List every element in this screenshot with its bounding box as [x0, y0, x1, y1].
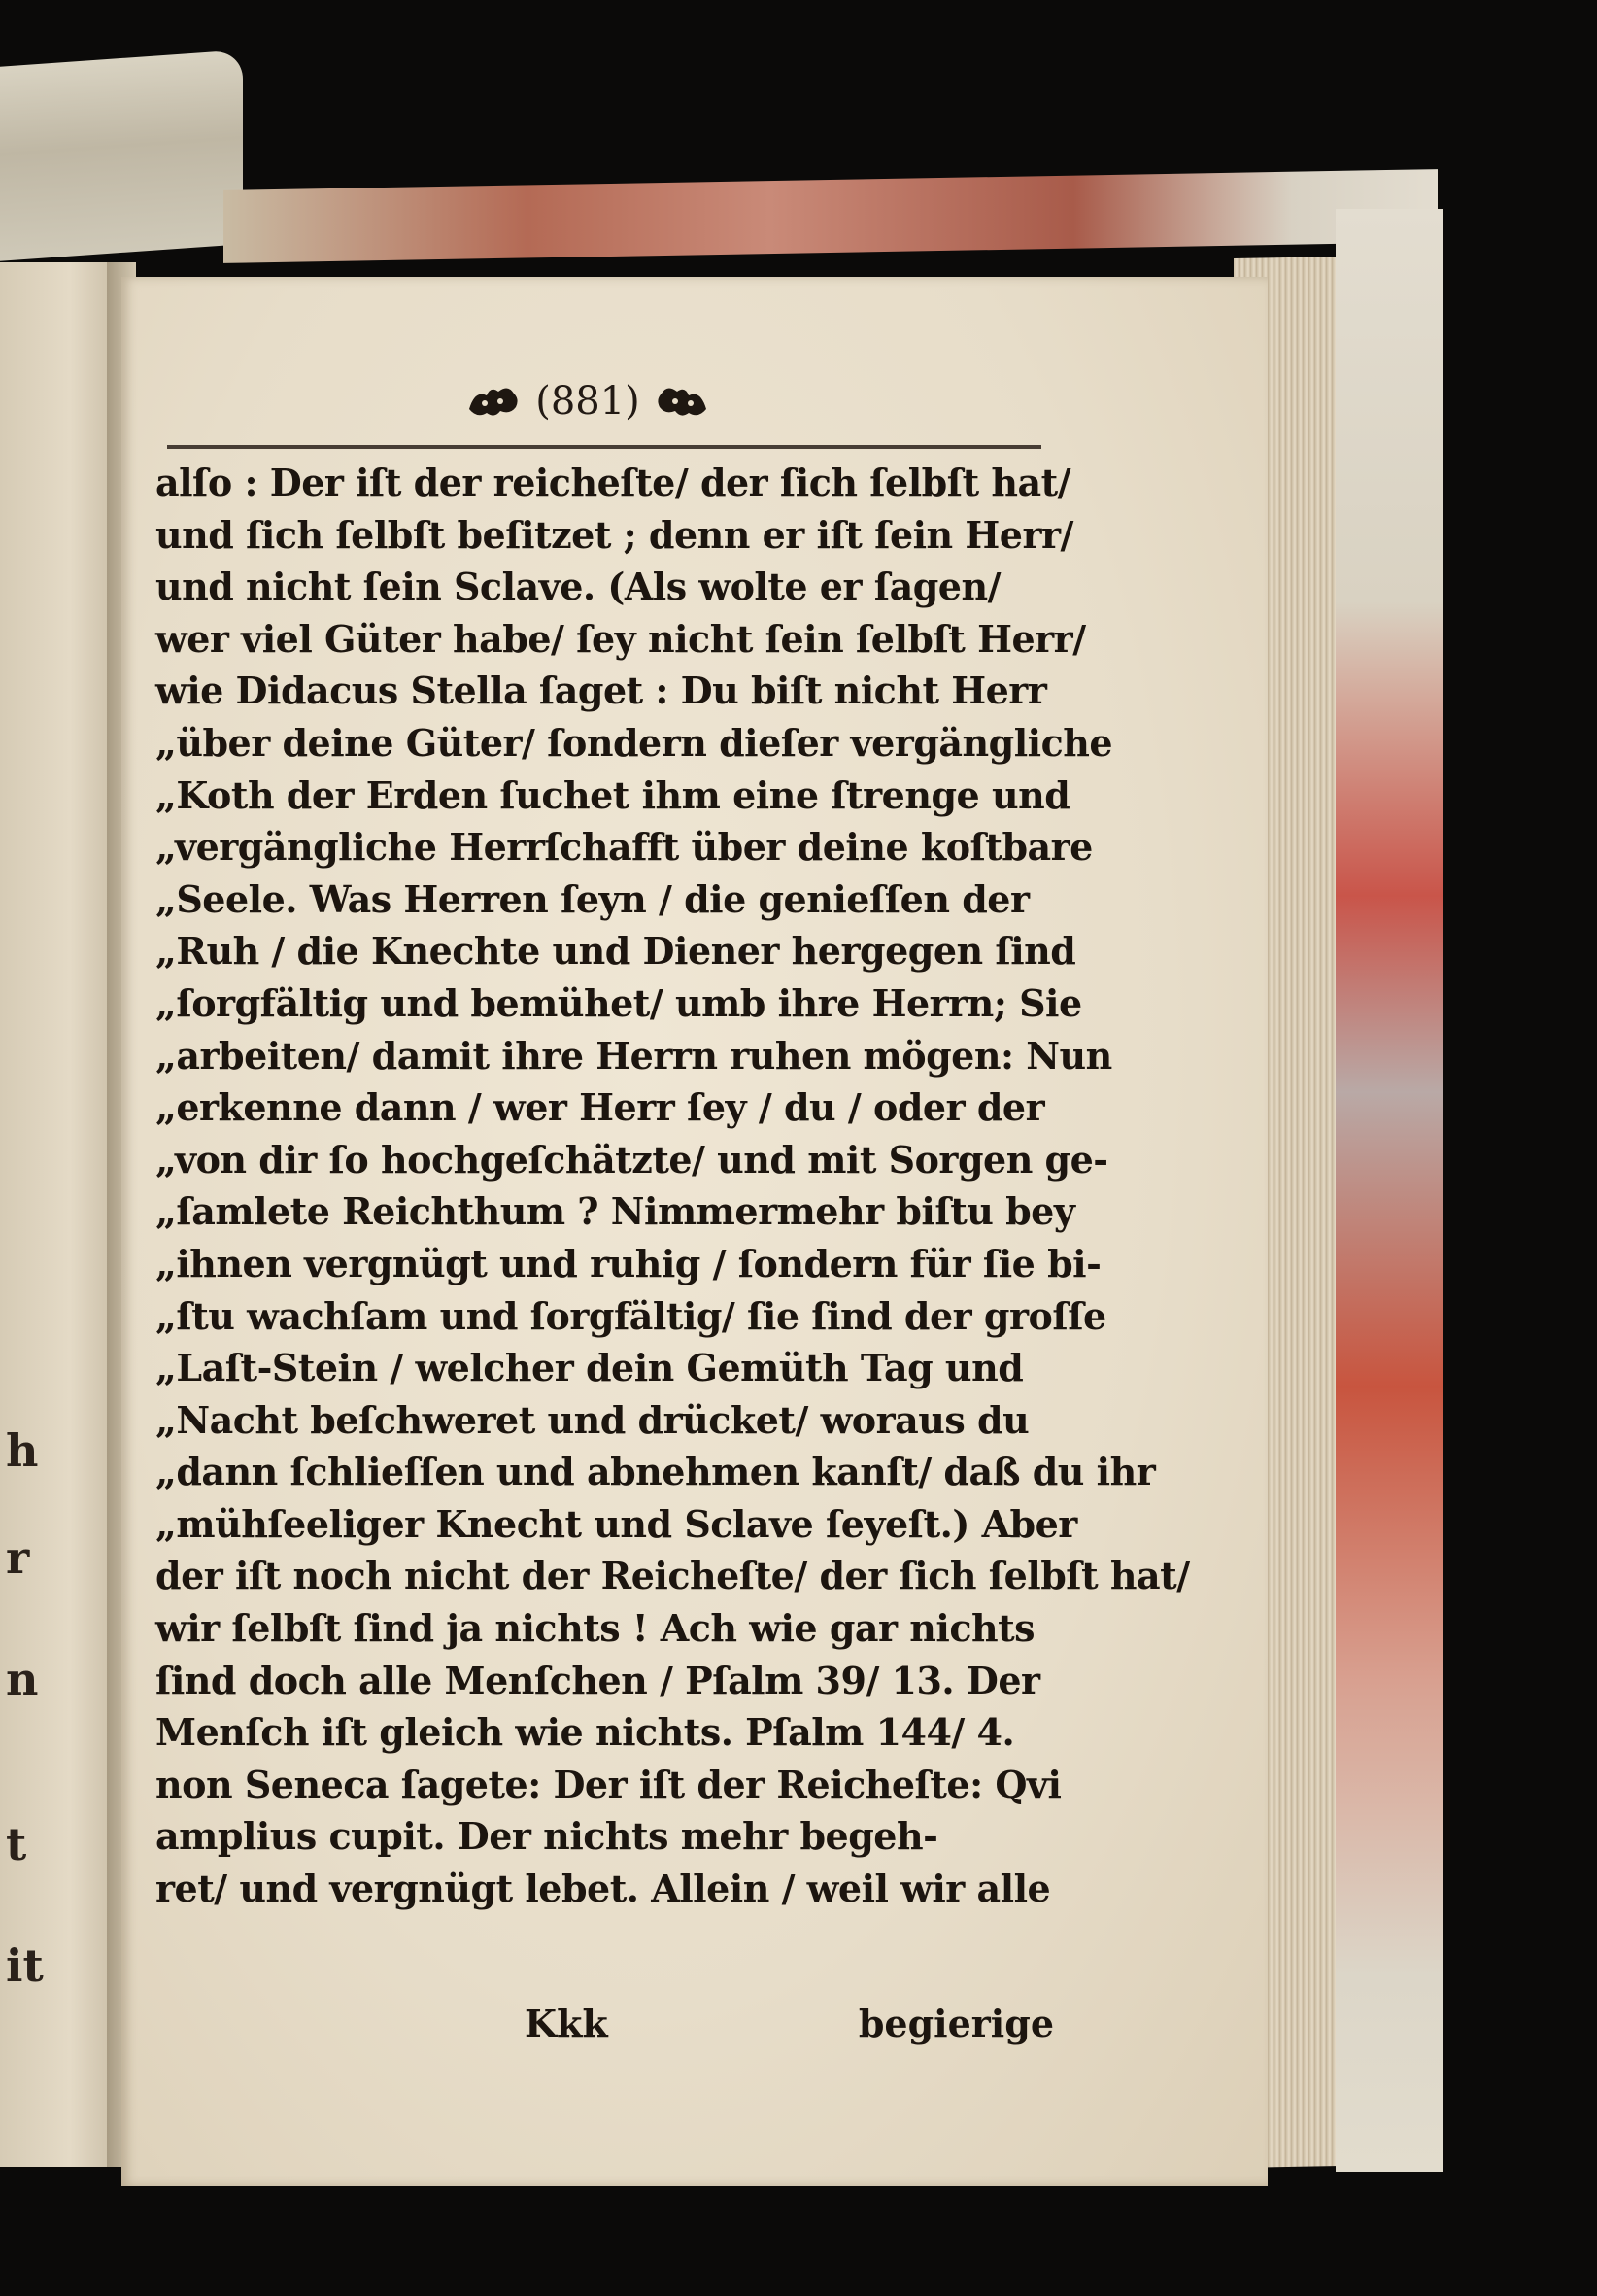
text-line: „erkenne dann / wer Herr ſey / du / oder der	[155, 1085, 1045, 1130]
page-number: (881)	[535, 379, 640, 424]
background-bottom	[0, 2186, 1597, 2296]
text-line: „vergängliche Herrſchafft über deine koſtbare	[155, 825, 1093, 870]
left-page	[0, 262, 117, 2167]
body-text	[155, 457, 1190, 1915]
book-cover-edge	[1336, 209, 1443, 2172]
text-line: ſind doch alle Menſchen / Pſalm 39/ 13. Der	[155, 1658, 1040, 1702]
adjacent-volume-edge	[0, 50, 243, 260]
page-footer	[155, 2002, 1073, 2060]
text-line: und nicht ſein Sclave. (Als wolte er ſagen/	[155, 565, 1001, 609]
text-line: wie Didacus Stella ſaget : Du biſt nicht Herr	[155, 668, 1047, 713]
header-rule	[167, 445, 1041, 449]
text-line: „ſamlete Reichthum ? Nimmermehr biſtu bey	[155, 1189, 1075, 1234]
text-line: Menſch iſt gleich wie nichts. Pſalm 144/ 4.	[155, 1710, 1015, 1755]
text-line: „mühſeeliger Knecht und Sclave ſeyeſt.) Aber	[155, 1501, 1077, 1546]
text-line: alſo : Der iſt der reicheſte/ der ſich ſelbſt hat/	[155, 461, 1071, 504]
text-line: amplius cupit. Der nichts mehr begeh-	[155, 1814, 938, 1859]
text-line: „Koth der Erden ſuchet ihm eine ſtrenge und	[155, 772, 1070, 817]
left-page-glyph: h	[6, 1424, 39, 1477]
left-page-glyph: t	[6, 1818, 27, 1870]
text-line: „Laſt-Stein / welcher dein Gemüth Tag und	[155, 1346, 1024, 1390]
text-line: „arbeiten/ damit ihre Herrn ruhen mögen: Nun	[155, 1033, 1112, 1078]
text-line: „von dir ſo hochgeſchätzte/ und mit Sorgen ge-	[155, 1137, 1108, 1182]
catchword: begierige	[858, 2002, 1054, 2045]
running-head	[442, 367, 733, 435]
fleuron-right-icon	[654, 382, 710, 421]
text-line: ret/ und vergnügt lebet. Allein / weil wir alle	[155, 1867, 1051, 1911]
text-line: „Nacht beſchweret und drücket/ woraus du	[155, 1397, 1030, 1442]
text-line: „ſorgfältig und bemühet/ umb ihre Herrn; Sie	[155, 980, 1082, 1025]
text-line: „Ruh / die Knechte und Diener hergegen ſind	[155, 929, 1076, 974]
text-line: non Seneca ſagete: Der iſt der Reicheſte: Qvi	[155, 1762, 1062, 1806]
text-line: wir ſelbſt ſind ja nichts ! Ach wie gar nichts	[155, 1606, 1036, 1651]
text-line: und ſich ſelbſt beſitzet ; denn er iſt ſein Herr/	[155, 512, 1073, 557]
text-line: „ihnen vergnügt und ruhig / ſondern für ſie bi-	[155, 1241, 1102, 1285]
text-line: der iſt noch nicht der Reicheſte/ der ſich ſelbſt hat/	[155, 1554, 1190, 1598]
left-page-glyph: it	[6, 1939, 44, 1992]
headband	[223, 169, 1438, 263]
text-line: wer viel Güter habe/ ſey nicht ſein ſelbſt Herr/	[155, 616, 1086, 661]
text-line: „dann ſchlieſſen und abnehmen kanſt/ daß du ihr	[155, 1450, 1156, 1494]
signature-mark: Kkk	[525, 2002, 608, 2045]
left-page-glyph: r	[6, 1531, 30, 1584]
text-line: „Seele. Was Herren ſeyn / die genieſſen der	[155, 876, 1030, 921]
left-page-glyph: n	[6, 1653, 39, 1705]
text-line: „ſtu wachſam und ſorgfältig/ ſie ſind der groſſe	[155, 1293, 1106, 1338]
text-line: „über deine Güter/ ſondern dieſer vergängliche	[155, 720, 1113, 765]
fleuron-left-icon	[465, 382, 522, 421]
